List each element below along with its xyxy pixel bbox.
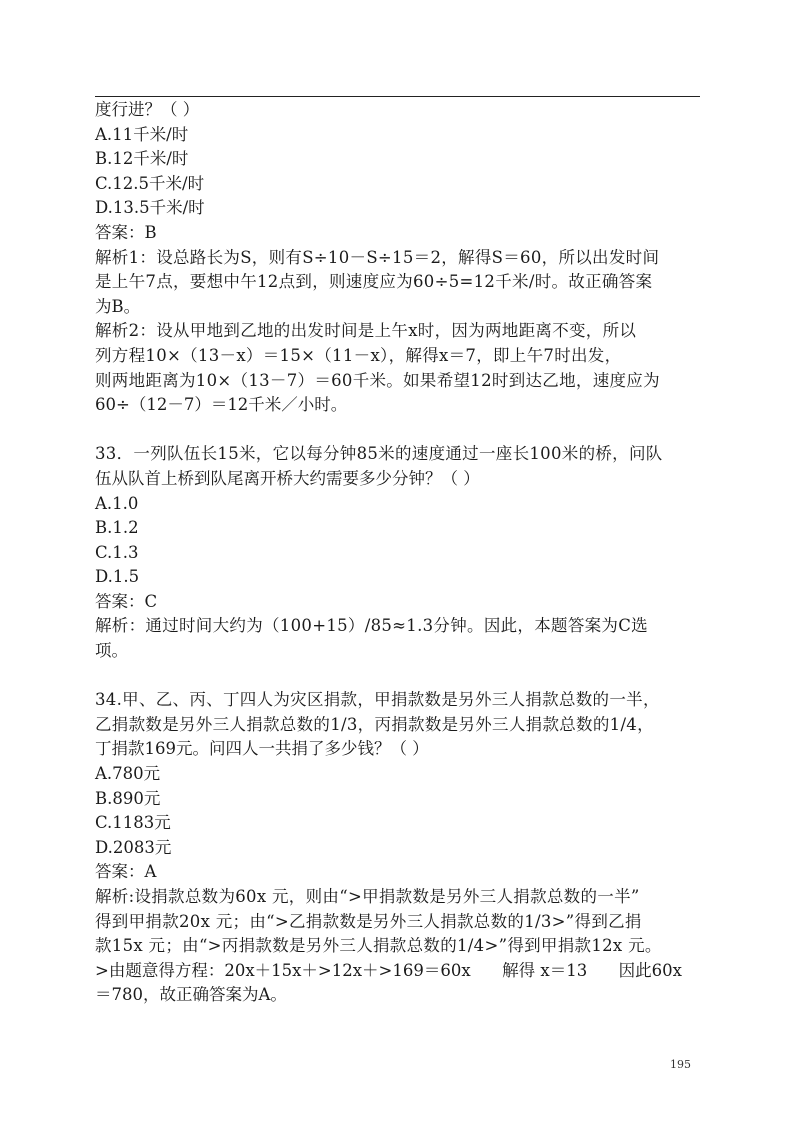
option-b: B.12千米/时 <box>95 149 189 169</box>
analysis-1-line: 解析1：设总路长为S，则有S÷10－S÷15＝2，解得S＝60，所以出发时间 <box>95 247 660 267</box>
analysis-1-line: 为B。 <box>95 296 141 316</box>
question-32 <box>95 98 705 418</box>
analysis-line: 解析:设捐款总数为60x 元，则由“>甲捐款数是另外三人捐款总数的一半” <box>95 887 640 906</box>
analysis-2-line: 解析2：设从甲地到乙地的出发时间是上午x时，因为两地距离不变，所以 <box>95 321 637 341</box>
option-a: A.1.0 <box>95 493 139 513</box>
analysis-line: ＝780，故正确答案为A。 <box>95 985 287 1005</box>
analysis-line: >由题意得方程：20x＋15x＋>12x＋>169＝60x 解得 x＝13 因此60x <box>95 960 682 980</box>
option-c: C.1.3 <box>95 542 139 562</box>
page-content <box>95 98 705 1008</box>
question-stem: 34.甲、乙、丙、丁四人为灾区捐款，甲捐款数是另外三人捐款总数的一半， <box>95 690 660 710</box>
option-b: B.1.2 <box>95 518 139 538</box>
answer: 答案：B <box>95 222 157 242</box>
paragraph-gap <box>95 664 705 689</box>
option-d: D.13.5千米/时 <box>95 198 205 218</box>
question-34 <box>95 688 705 1008</box>
analysis-1-line: 是上午7点，要想中午12点到，则速度应为60÷5=12千米/时。故正确答案 <box>95 272 653 292</box>
option-a: A.780元 <box>95 764 161 784</box>
analysis-line: 解析：通过时间大约为（100+15）/85≈1.3分钟。因此，本题答案为C选 <box>95 616 648 636</box>
header-rule <box>95 96 700 97</box>
option-d: D.2083元 <box>95 837 172 857</box>
answer: 答案：C <box>95 591 158 611</box>
question-33 <box>95 442 705 663</box>
option-a: A.11千米/时 <box>95 124 189 144</box>
option-c: C.12.5千米/时 <box>95 173 205 193</box>
analysis-2-line: 60÷（12－7）＝12千米／小时。 <box>95 395 348 415</box>
option-c: C.1183元 <box>95 813 171 833</box>
question-stem: 伍从队首上桥到队尾离开桥大约需要多少分钟？（ ） <box>95 468 480 488</box>
analysis-line: 款15x 元；由“>丙捐款数是另外三人捐款总数的1/4>”得到甲捐款12x 元。 <box>95 936 662 956</box>
answer: 答案：A <box>95 862 157 882</box>
question-stem: 度行进？（ ） <box>95 100 200 119</box>
analysis-line: 项。 <box>95 641 128 661</box>
analysis-line: 得到甲捐款20x 元；由“>乙捐款数是另外三人捐款总数的1/3>”得到乙捐 <box>95 911 642 931</box>
option-b: B.890元 <box>95 788 161 808</box>
page-number: 195 <box>670 1058 691 1071</box>
analysis-2-line: 列方程10×（13－x）＝15×（11－x），解得x＝7，即上午7时出发， <box>95 345 622 365</box>
paragraph-gap <box>95 418 705 443</box>
analysis-2-line: 则两地距离为10×（13－7）＝60千米。如果希望12时到达乙地，速度应为 <box>95 370 660 390</box>
question-stem: 乙捐款数是另外三人捐款总数的1/3，丙捐款数是另外三人捐款总数的1/4， <box>95 714 654 734</box>
question-stem: 33．一列队伍长15米，它以每分钟85米的速度通过一座长100米的桥，问队 <box>95 444 663 464</box>
question-stem: 丁捐款169元。问四人一共捐了多少钱？（ ） <box>95 739 429 759</box>
option-d: D.1.5 <box>95 567 140 587</box>
